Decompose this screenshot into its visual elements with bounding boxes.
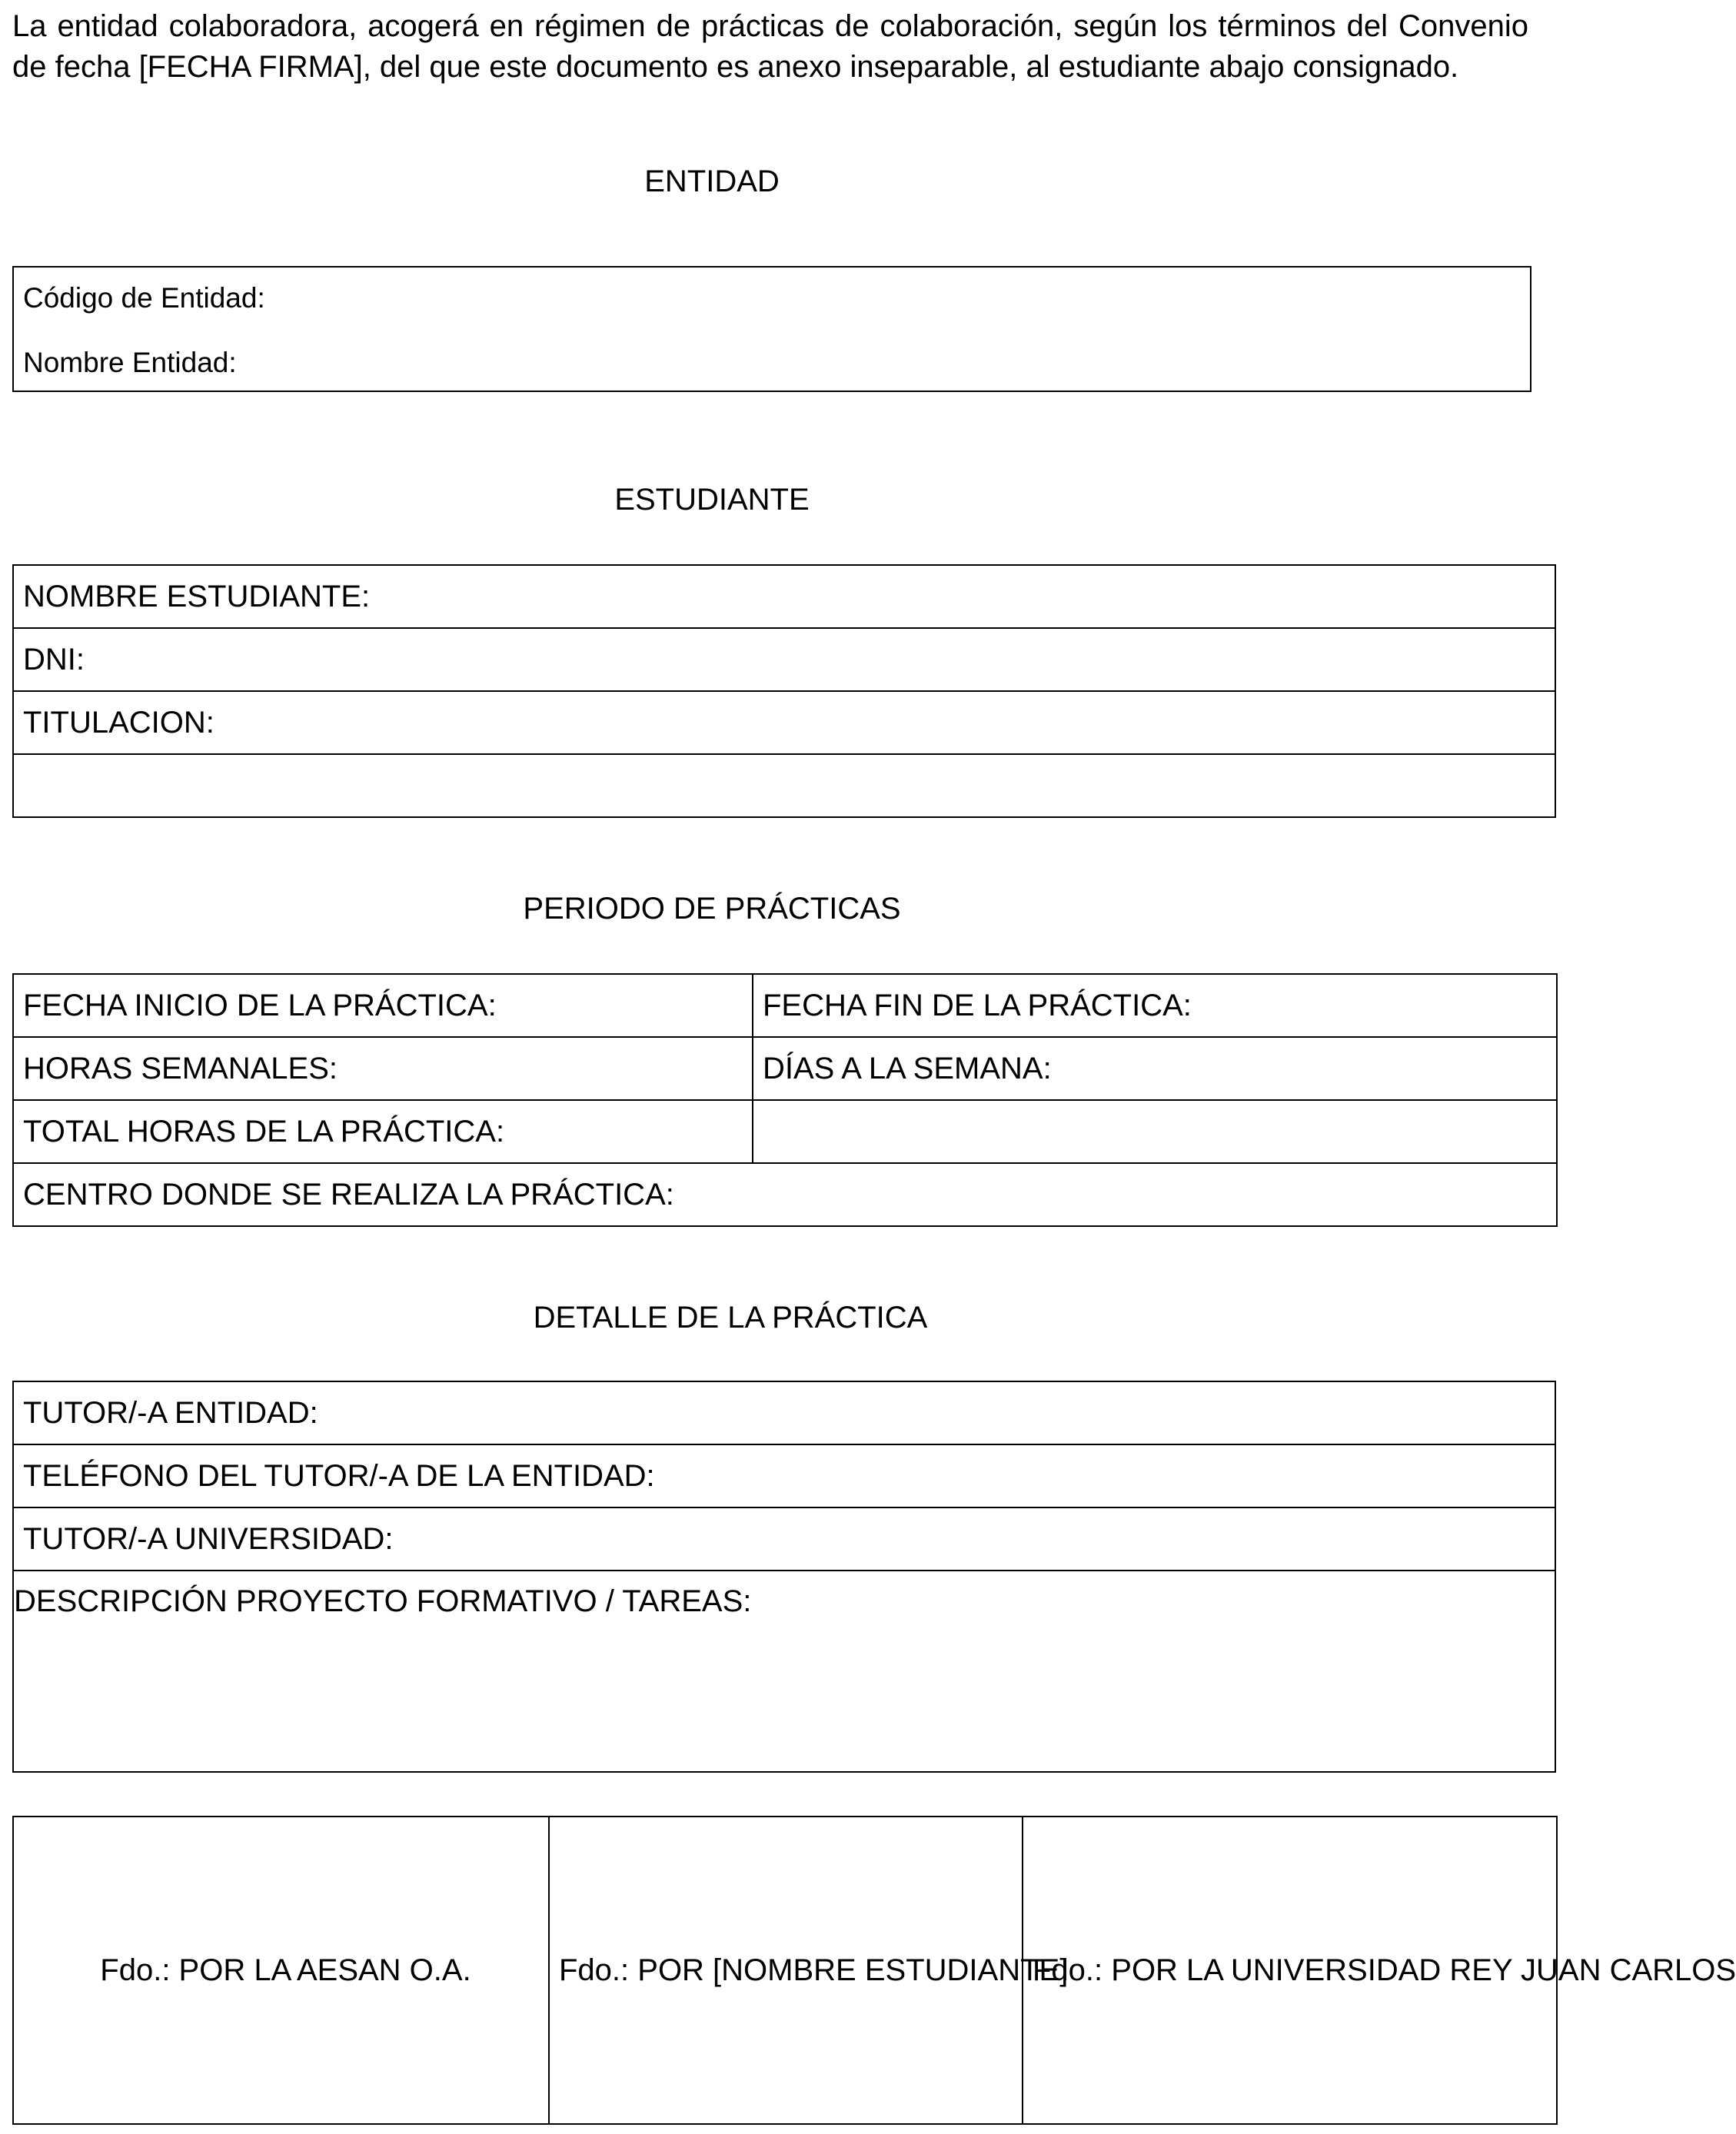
fecha-inicio-label: FECHA INICIO DE LA PRÁCTICA:	[13, 974, 753, 1037]
table-row	[13, 1444, 1555, 1507]
table-row	[13, 1507, 1555, 1571]
centro-label: CENTRO DONDE SE REALIZA LA PRÁCTICA:	[13, 1163, 1557, 1226]
table-row	[13, 754, 1555, 817]
fecha-fin-label: FECHA FIN DE LA PRÁCTICA:	[753, 974, 1557, 1037]
titulacion-label: TITULACION:	[13, 691, 1555, 754]
entidad-box	[12, 266, 1531, 392]
heading-entidad: ENTIDAD	[644, 165, 780, 198]
descripcion-label: DESCRIPCIÓN PROYECTO FORMATIVO / TAREAS:	[13, 1571, 1555, 1772]
table-row	[13, 628, 1555, 691]
detalle-table	[12, 1381, 1556, 1773]
firma-aesan: Fdo.: POR LA AESAN O.A.	[13, 1817, 549, 2124]
firmas-table	[12, 1816, 1736, 2125]
table-row	[13, 565, 1555, 628]
estudiante-table	[12, 564, 1556, 818]
heading-periodo: PERIODO DE PRÁCTICAS	[523, 892, 901, 926]
table-row	[13, 691, 1555, 754]
horas-semanales-label: HORAS SEMANALES:	[13, 1037, 753, 1100]
heading-estudiante: ESTUDIANTE	[614, 483, 810, 517]
dni-label: DNI:	[13, 628, 1555, 691]
nombre-estudiante-label: NOMBRE ESTUDIANTE:	[13, 565, 1555, 628]
nombre-entidad-label: Nombre Entidad:	[23, 347, 237, 378]
table-row	[13, 1100, 1557, 1163]
intro-paragraph: La entidad colaboradora, acogerá en régimen de prácticas de colaboración, según los términos del Convenio de fecha [FECHA FIRMA], del que este documento es anexo inseparable, al estudiante abajo consignado.	[12, 9, 1528, 84]
tutor-entidad-label: TUTOR/-A ENTIDAD:	[13, 1381, 1555, 1444]
empty-row	[13, 754, 1555, 817]
telefono-tutor-label: TELÉFONO DEL TUTOR/-A DE LA ENTIDAD:	[13, 1444, 1555, 1507]
tutor-universidad-label: TUTOR/-A UNIVERSIDAD:	[13, 1507, 1555, 1571]
firma-estudiante: Fdo.: POR [NOMBRE ESTUDIANTE]	[549, 1817, 1023, 2124]
firma-universidad: Fdo.: POR LA UNIVERSIDAD REY JUAN CARLOS	[1023, 1817, 1557, 2124]
periodo-table	[12, 973, 1558, 1227]
table-row	[13, 1381, 1555, 1444]
dias-semana-label: DÍAS A LA SEMANA:	[753, 1037, 1557, 1100]
codigo-entidad-label: Código de Entidad:	[23, 282, 265, 314]
empty-cell	[753, 1100, 1557, 1163]
table-row	[13, 1163, 1557, 1226]
heading-detalle: DETALLE DE LA PRÁCTICA	[533, 1301, 928, 1335]
table-row	[13, 1037, 1557, 1100]
total-horas-label: TOTAL HORAS DE LA PRÁCTICA:	[13, 1100, 753, 1163]
table-row	[13, 974, 1557, 1037]
table-row	[13, 1571, 1555, 1772]
table-row	[13, 1817, 1557, 2124]
